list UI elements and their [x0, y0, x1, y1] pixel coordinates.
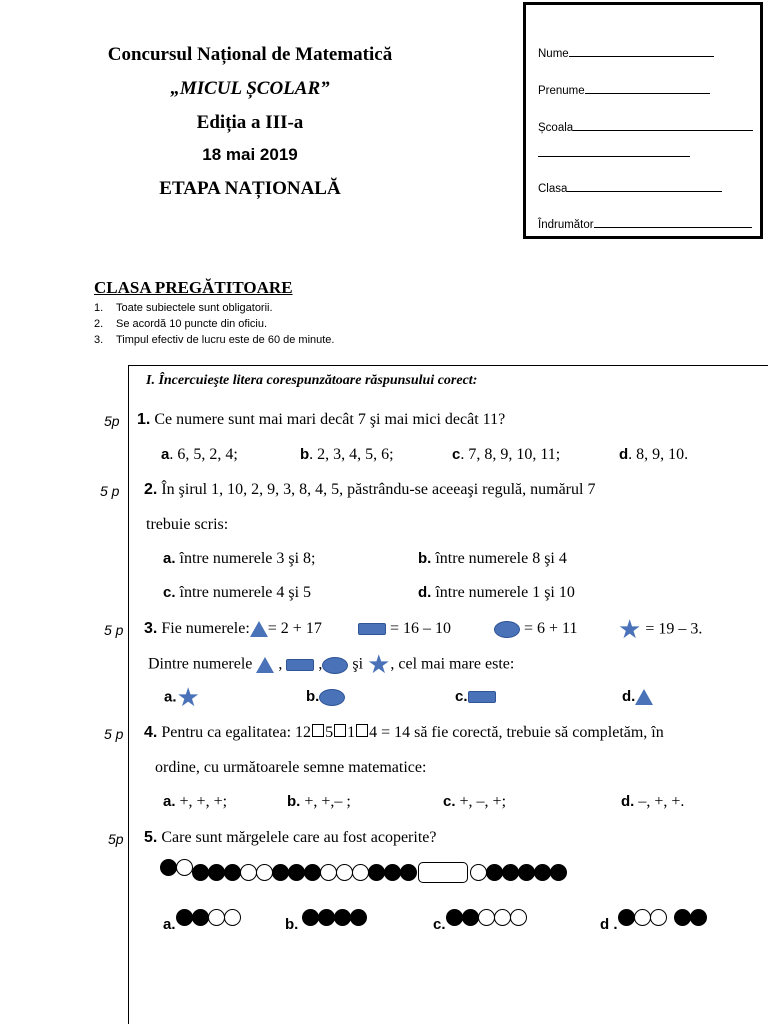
q4-option-c[interactable]: c. +, –, +; [443, 793, 507, 810]
bead-icon [318, 909, 335, 926]
bead-icon [494, 909, 511, 926]
blank-box-icon[interactable] [356, 724, 368, 737]
ellipse-shape-icon [494, 621, 520, 638]
bead-white [240, 864, 257, 881]
grade-title: CLASA PREGĂTITOARE [94, 278, 293, 297]
bead-icon [618, 909, 635, 926]
star-shape-icon: ★ [618, 615, 642, 644]
q4-text-continued: ordine, cu următoarele semne matematice: [155, 759, 427, 776]
q5-points: 5p [108, 831, 124, 847]
bead-black [384, 864, 401, 881]
bead-black [486, 864, 503, 881]
q1-option-a[interactable]: a. 6, 5, 2, 4; [161, 446, 238, 463]
class-field[interactable]: Clasa [538, 180, 722, 195]
q4-text: 4. Pentru ca egalitatea: 12 5 1 4 = 14 să fie corectă, trebuie să completăm, în [144, 724, 664, 741]
contest-title: Concursul Național de Matematică [107, 44, 393, 65]
contest-date: 18 mai 2019 [202, 145, 298, 164]
bead-black [534, 864, 551, 881]
student-info-box [523, 2, 763, 239]
q4-option-a[interactable]: a. +, +, +; [163, 793, 228, 810]
bead-icon [690, 909, 707, 926]
q3-rect-equation: = 16 – 10 [358, 620, 451, 638]
bead-black [304, 864, 321, 881]
star-shape-icon: ★ [176, 683, 200, 712]
q5-option-c[interactable]: c. [433, 908, 526, 926]
contest-stage: ETAPA NAȚIONALĂ [159, 178, 341, 199]
q5-text: 5. Care sunt mărgelele care au fost acoperite? [144, 829, 437, 846]
q1-option-b[interactable]: b. 2, 3, 4, 5, 6; [300, 446, 394, 463]
bead-white [352, 864, 369, 881]
q2-option-d[interactable]: d. între numerele 1 şi 10 [418, 584, 575, 601]
bead-icon [334, 909, 351, 926]
q2-text: 2. În şirul 1, 10, 2, 9, 3, 8, 4, 5, păstrându-se aceeaşi regulă, numărul 7 [144, 481, 596, 498]
q5-option-a[interactable]: a. [163, 908, 240, 926]
school-field[interactable]: Școala [538, 119, 753, 134]
bead-black [550, 864, 567, 881]
bead-black [502, 864, 519, 881]
q1-option-d[interactable]: d. 8, 9, 10. [619, 446, 689, 463]
star-shape-icon: ★ [367, 650, 391, 679]
bead-white [470, 864, 487, 881]
bead-icon [302, 909, 319, 926]
q2-option-a[interactable]: a. între numerele 3 şi 8; [163, 550, 316, 567]
q3-ellipse-equation: = 6 + 11 [494, 620, 577, 638]
q1-points: 5p [104, 413, 120, 429]
q5-option-d[interactable]: d . [600, 908, 706, 926]
bead-black [192, 864, 209, 881]
q4-option-d[interactable]: d. –, +, +. [621, 793, 685, 810]
q3-points: 5 p [104, 622, 124, 638]
q3-star-equation: ★ = 19 – 3. [618, 615, 703, 644]
q3-option-a[interactable]: a.★ [164, 683, 200, 712]
q4-option-b[interactable]: b. +, +,– ; [287, 793, 351, 810]
q3-option-d[interactable]: d. [622, 688, 653, 706]
q3-question: Dintre numerele , , şi ★, cel mai mare este: [148, 650, 515, 679]
bead-black [224, 864, 241, 881]
rectangle-shape-icon [468, 691, 496, 703]
q2-option-c[interactable]: c. între numerele 4 şi 5 [163, 584, 312, 601]
questions-top-border [128, 365, 768, 366]
bead-string [160, 862, 566, 883]
bead-black [400, 864, 417, 881]
q5-option-b[interactable]: b. [285, 908, 366, 926]
bead-icon [446, 909, 463, 926]
bead-white [256, 864, 273, 881]
bead-icon [634, 909, 651, 926]
ellipse-shape-icon [319, 689, 345, 706]
q2-points: 5 p [100, 483, 120, 499]
q4-points: 5 p [104, 726, 124, 742]
q1-option-c[interactable]: c. 7, 8, 9, 10, 11; [452, 446, 561, 463]
bead-icon [350, 909, 367, 926]
rule-2: 2. Se acordă 10 puncte din oficiu. [94, 318, 268, 330]
contest-name: „MICUL ȘCOLAR” [170, 78, 330, 99]
bead-icon [674, 909, 691, 926]
part-1-title: I. Încercuieşte litera corespunzătoare răspunsului corect: [146, 373, 478, 388]
blank-box-icon[interactable] [312, 724, 324, 737]
rule-1: 1. Toate subiectele sunt obligatorii. [94, 302, 273, 314]
rule-3: 3. Timpul efectiv de lucru este de 60 de minute. [94, 334, 335, 346]
name-field[interactable]: Nume [538, 45, 714, 60]
bead-white [336, 864, 353, 881]
bead-icon [478, 909, 495, 926]
q2-option-b[interactable]: b. între numerele 8 şi 4 [418, 550, 567, 567]
bead-icon [224, 909, 241, 926]
school-field-extra-line[interactable] [538, 145, 690, 160]
bead-black [518, 864, 535, 881]
bead-black [368, 864, 385, 881]
teacher-field[interactable]: Îndrumător [538, 216, 752, 231]
bead-icon [650, 909, 667, 926]
q3-option-c[interactable]: c. [455, 688, 496, 706]
questions-left-border [128, 365, 129, 1024]
blank-box-icon[interactable] [334, 724, 346, 737]
covered-beads-box [418, 862, 468, 883]
rectangle-shape-icon [358, 623, 386, 635]
triangle-shape-icon [635, 689, 653, 705]
edition: Ediția a III-a [196, 112, 304, 133]
bead-icon [192, 909, 209, 926]
bead-icon [208, 909, 225, 926]
bead-black [288, 864, 305, 881]
surname-field[interactable]: Prenume [538, 82, 710, 97]
bead-icon [510, 909, 527, 926]
q2-text-continued: trebuie scris: [146, 516, 229, 533]
bead-black [160, 859, 177, 876]
triangle-shape-icon [256, 657, 274, 673]
bead-icon [176, 909, 193, 926]
q3-text: 3. Fie numerele: = 2 + 17 [144, 620, 322, 637]
q3-option-b[interactable]: b. [306, 688, 345, 706]
triangle-shape-icon [250, 621, 268, 637]
q1-text: 1. Ce numere sunt mai mari decât 7 şi mai mici decât 11? [137, 411, 506, 428]
bead-white [176, 859, 193, 876]
bead-black [208, 864, 225, 881]
bead-white [320, 864, 337, 881]
bead-black [272, 864, 289, 881]
ellipse-shape-icon [322, 657, 348, 674]
bead-icon [462, 909, 479, 926]
rectangle-shape-icon [286, 659, 314, 671]
